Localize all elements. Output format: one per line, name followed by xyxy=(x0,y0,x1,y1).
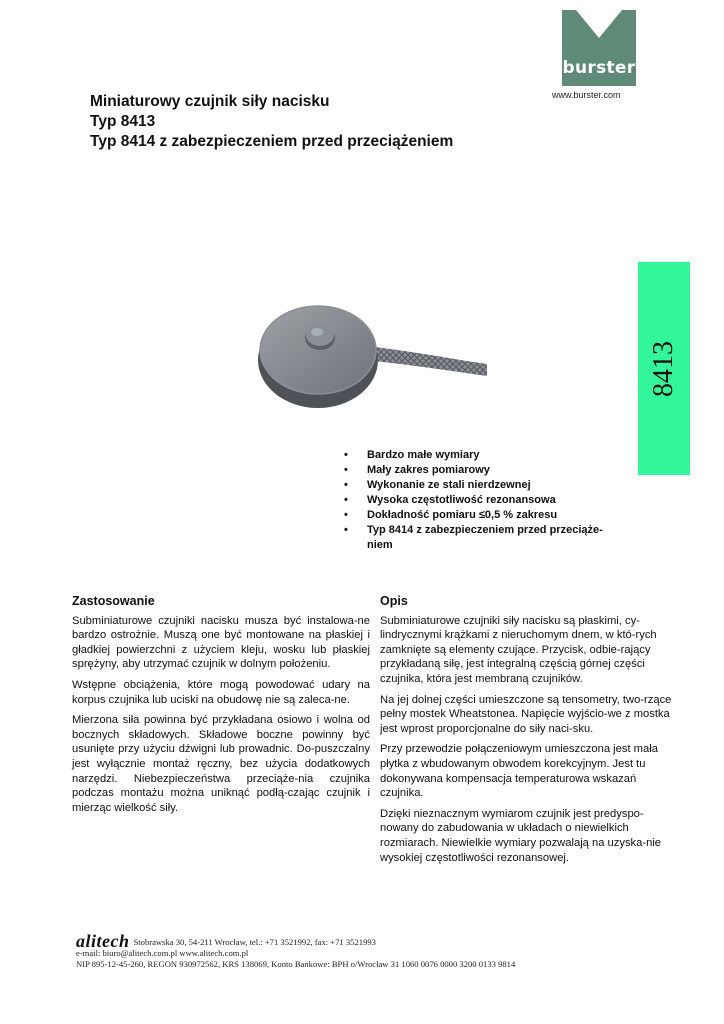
paragraph: Na jej dolnej części umieszczone są tensometry, two-rzące pełny mostek Wheatstonea. Napięcie wyjścio-we z mostka jest wprost proporcjonalne do siły naci-sku. xyxy=(380,693,672,735)
footer xyxy=(76,931,516,970)
paragraph: Subminiaturowe czujniki nacisku musza być instalowa-ne bardzo ostrożnie. Muszą one być montowane na płaskiej i gładkiej powierzchni z użyciem kleju, wosku lub płaskiej sprężyny, aby utrzymać czujnik w dolnym położeniu. xyxy=(72,614,370,671)
list-item: • Bardzo małe wymiary xyxy=(344,449,480,461)
list-item: • Wysoka częstotliwość rezonansowa xyxy=(344,494,556,506)
title-line-3: Typ 8414 z zabezpieczeniem przed przeciążeniem xyxy=(90,133,454,150)
list-item: • Mały zakres pomiarowy xyxy=(344,464,490,476)
side-tab-label: 8413 xyxy=(648,340,679,397)
paragraph: Mierzona siła powinna być przykładana osiowo i wolna od bocznych składowych. Składowe boczne powinny być usunięte przy użyciu dźwigni lub prowadnic. Do-puszczalny jest wyłącznie montaż ręczny, bez użycia dodatkowych narzędzi. Niebezpieczeństwa przeciąże-nia czujnika podczas montażu można uniknąć podłą-czając czujnik i mierząc wielkość siły. xyxy=(72,714,370,814)
paragraph: Dzięki nieznacznym wymiarom czujnik jest predyspo-nowany do zabudowania w układach o niewielkich rozmiarach. Niewielkie wymiary pozwalają na uzyska-nie wysokiej częstotliwości rezonansowej. xyxy=(380,807,662,864)
logo-notch-shape xyxy=(562,10,636,50)
title-line-2: Typ 8413 xyxy=(90,113,156,130)
side-tab xyxy=(638,262,690,475)
bullet-icon: • xyxy=(344,479,348,491)
footer-registry: NIP 895-12-45-260, REGON 930972562, KRS 138069, Konto Bankowe: BPH o/Wrocław 31 1060 0076 0000 3200 0133 9814 xyxy=(76,959,516,969)
footer-address-line: alitech Stobrawska 30, 54-211 Wrocław, tel.: +71 3521992, fax: +71 3521993 xyxy=(76,931,376,951)
list-item: • Dokładność pomiaru ≤0,5 % zakresu xyxy=(344,509,558,521)
footer-contact[interactable]: e-mail: biuro@alitech.com.pl www.alitech.com.pl xyxy=(76,948,249,958)
section-heading: Opis xyxy=(380,594,408,608)
bullet-icon: • xyxy=(344,509,348,521)
section-zastosowanie xyxy=(72,594,370,821)
page-title xyxy=(90,92,453,152)
logo-text: burster xyxy=(562,58,636,78)
section-heading: Zastosowanie xyxy=(72,594,155,608)
title-line-1: Miniaturowy czujnik siły nacisku xyxy=(90,93,330,110)
alitech-logo: alitech xyxy=(76,931,130,951)
feature-list xyxy=(342,448,642,553)
list-item: • Wykonanie ze stali nierdzewnej xyxy=(344,479,531,491)
paragraph: Przy przewodzie połączeniowym umieszczona jest mała płytka z wbudowanym obwodem korekcyjnym. Jest tu dokonywana kompensacja temperaturowa wskazań czujnika. xyxy=(380,743,658,800)
website-url[interactable]: www.burster.com xyxy=(552,90,621,100)
bullet-icon: • xyxy=(344,464,348,476)
bullet-icon: • xyxy=(344,449,348,461)
bullet-icon: • xyxy=(344,494,348,506)
paragraph: Wstępne obciążenia, które mogą powodować udary na korpus czujnika lub uciski na obudowę nie są zaleca-ne. xyxy=(72,678,370,706)
paragraph: Subminiaturowe czujniki siły nacisku są płaskimi, cy-lindrycznymi krążkami z nieruchomym dnem, w któ-rych zamknięte są elementy czujące. Przycisk, odbie-rający przykładaną siłę, jest integralną częścią górnej części czujnika, która jest membraną czujników. xyxy=(380,614,657,685)
sensor-photo xyxy=(255,298,490,413)
section-opis xyxy=(380,594,672,871)
list-item: • Typ 8414 z zabezpieczeniem przed przeciąże- niem xyxy=(344,524,603,551)
burster-logo xyxy=(562,10,636,86)
bullet-icon: • xyxy=(344,524,348,536)
